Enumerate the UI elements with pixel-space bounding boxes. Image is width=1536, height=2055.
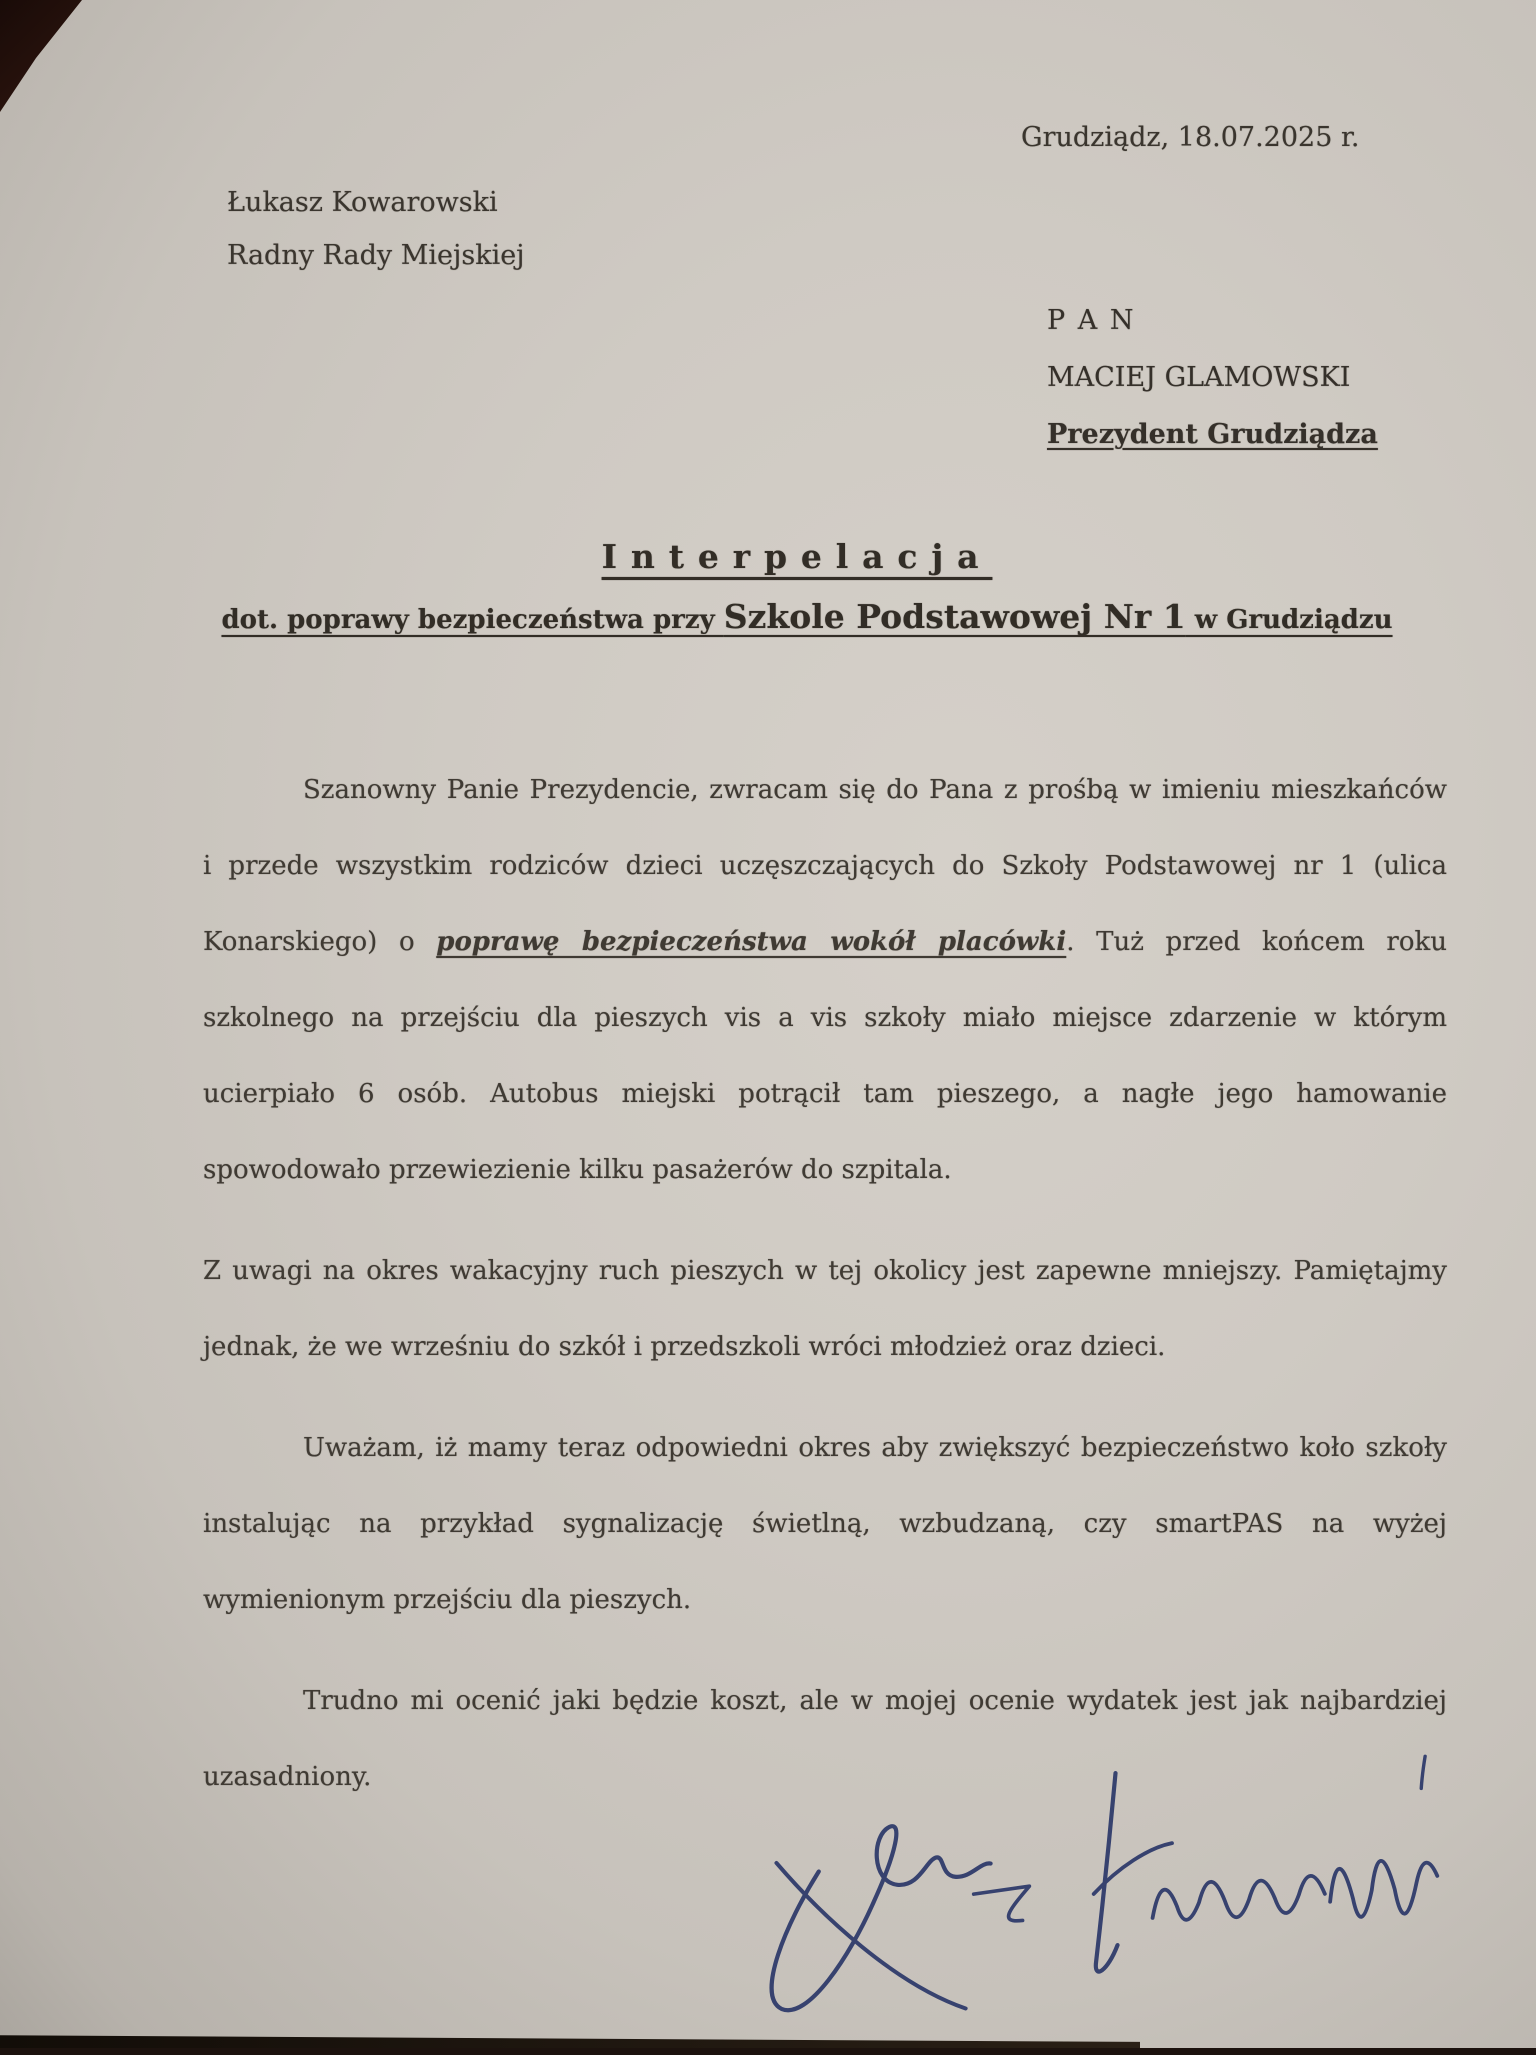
handwritten-signature xyxy=(717,1749,1466,2055)
sender-name: Łukasz Kowarowski xyxy=(227,187,498,218)
letter-subject-row xyxy=(0,597,1536,636)
body-line: spowodowało przewiezienie kilku pasażerów do szpitala. xyxy=(203,1155,952,1185)
recipient-name: MACIEJ GLAMOWSKI xyxy=(1047,362,1351,393)
paragraph xyxy=(203,1410,1447,1638)
recipient-block xyxy=(1047,292,1378,463)
paragraph xyxy=(203,752,1447,1208)
subject-emphasis: Szkole Podstawowej Nr 1 xyxy=(723,597,1186,636)
sender-block xyxy=(227,176,525,282)
body-line: szkolnego na przejściu dla pieszych vis a vis szkoły miało miejsce zdarzenie w którym xyxy=(203,1003,1447,1033)
subject-prefix: dot. poprawy bezpieczeństwa przy xyxy=(221,605,724,635)
letter-title-row xyxy=(0,537,1536,576)
recipient-role: Prezydent Grudziądza xyxy=(1047,419,1378,450)
body-line: Z uwagi na okres wakacyjny ruch pieszych w tej okolicy jest zapewne mniejszy. Pamiętajmy xyxy=(203,1256,1447,1286)
body-line: wymienionym przejściu dla pieszych. xyxy=(203,1585,692,1615)
subject-suffix: w Grudziądzu xyxy=(1185,605,1393,635)
body-line: jednak, że we wrześniu do szkół i przedszkoli wróci młodzież oraz dzieci. xyxy=(203,1332,1166,1362)
letter-title: Interpelacja xyxy=(601,537,993,576)
body-line: ucierpiało 6 osób. Autobus miejski potrącił tam pieszego, a nagłe jego hamowanie xyxy=(203,1079,1447,1109)
letter-date: Grudziądz, 18.07.2025 r. xyxy=(1021,122,1360,153)
paragraph xyxy=(203,1233,1447,1385)
body-line: Uważam, iż mamy teraz odpowiedni okres aby zwiększyć bezpieczeństwo koło szkoły xyxy=(303,1433,1447,1463)
sender-title: Radny Rady Miejskiej xyxy=(227,240,525,271)
recipient-salutation: P A N xyxy=(1047,305,1136,336)
body-line: Konarskiego) o poprawę bezpieczeństwa wokół placówki. Tuż przed końcem roku xyxy=(203,927,1448,957)
body-line: Szanowny Panie Prezydencie, zwracam się do Pana z prośbą w imieniu mieszkańców xyxy=(303,775,1447,805)
body-line: i przede wszystkim rodziców dzieci uczęszczających do Szkoły Podstawowej nr 1 (ulica xyxy=(203,851,1447,881)
photo-corner-shadow xyxy=(0,0,120,130)
body-line: instalując na przykład sygnalizację świetlną, wzbudzaną, czy smartPAS na wyżej xyxy=(203,1509,1447,1539)
letter-body xyxy=(203,752,1447,1815)
body-line: uzasadniony. xyxy=(203,1762,372,1792)
body-line: Trudno mi ocenić jaki będzie koszt, ale w mojej ocenie wydatek jest jak najbardziej xyxy=(303,1686,1447,1716)
